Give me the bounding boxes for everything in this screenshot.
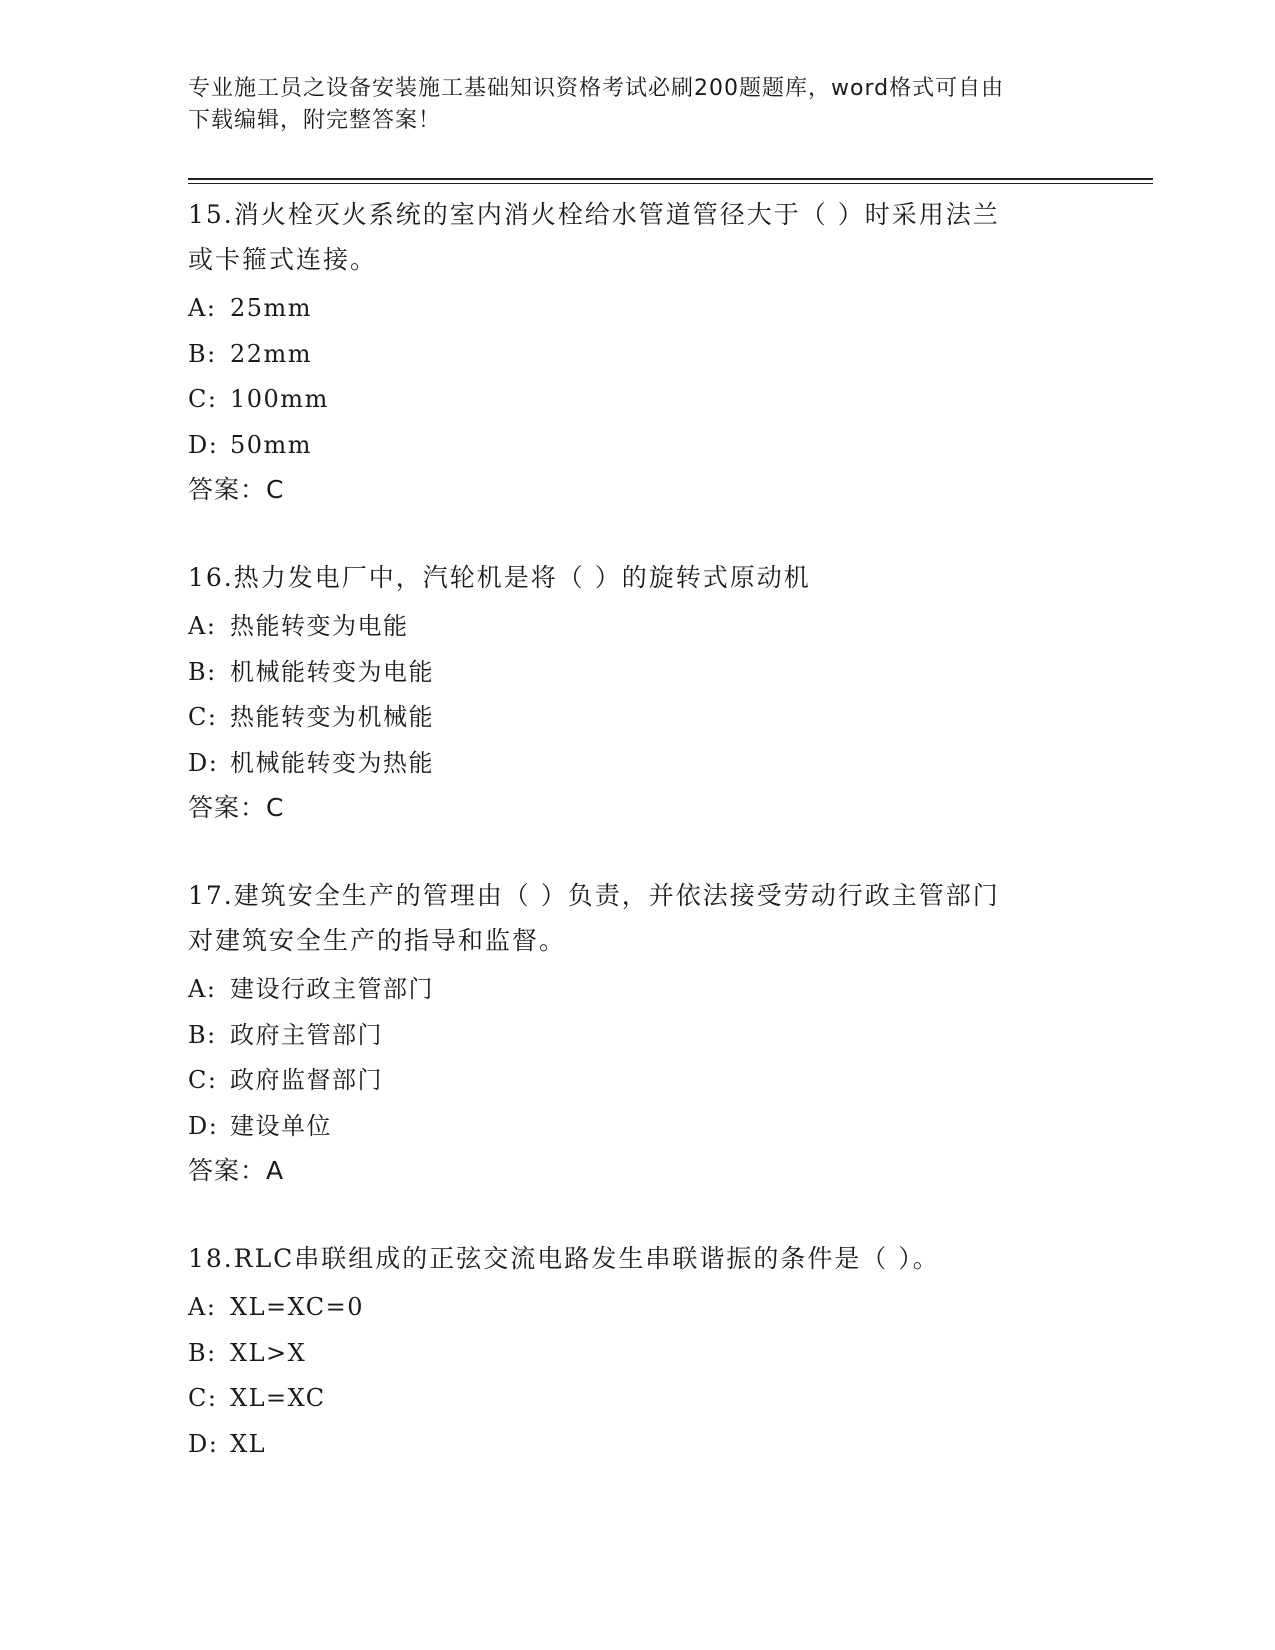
option-key: C:: [188, 1066, 218, 1094]
option-b: [188, 650, 1088, 696]
option-text: 建设单位: [230, 1111, 332, 1140]
option-d: [188, 1422, 1088, 1468]
answer-line: 答案：C: [188, 475, 285, 504]
option-d: [188, 1104, 1088, 1150]
option-c: [188, 1058, 1088, 1104]
option-b: [188, 332, 1088, 378]
option-a: [188, 967, 1088, 1013]
option-key: D:: [188, 748, 219, 777]
option-d: [188, 741, 1088, 787]
option-text: 22mm: [230, 339, 313, 368]
option-a: [188, 1285, 1088, 1331]
header-divider-thin: [188, 183, 1153, 184]
option-key: D:: [188, 1111, 219, 1140]
option-text: 机械能转变为电能: [230, 657, 434, 686]
option-a: [188, 604, 1088, 650]
question-stem-line: 对建筑安全生产的指导和监督。: [188, 926, 567, 955]
header-divider-thick: [188, 178, 1153, 180]
option-key: C:: [188, 385, 218, 413]
option-text: XL: [230, 1429, 267, 1458]
option-text: 50mm: [230, 430, 313, 459]
option-text: 热能转变为电能: [230, 612, 409, 640]
header-line-1: 专业施工员之设备安装施工基础知识资格考试必刷200题题库，word格式可自由: [188, 76, 1005, 101]
question-18: [188, 1234, 1088, 1467]
option-a: [188, 286, 1088, 332]
question-stem-line: 16.热力发电厂中，汽轮机是将（ ）的旋转式原动机: [188, 563, 811, 592]
question-stem: [188, 1234, 1088, 1285]
question-stem-line: 或卡箍式连接。: [188, 245, 378, 274]
option-b: [188, 1013, 1088, 1059]
question-stem-line: 15.消火栓灭火系统的室内消火栓给水管道管径大于（ ）时采用法兰: [188, 200, 1000, 229]
question-list: [188, 190, 1088, 1508]
option-key: A:: [188, 975, 217, 1003]
question-stem-line: 17.建筑安全生产的管理由（ ）负责，并依法接受劳动行政主管部门: [188, 881, 1000, 910]
option-key: A:: [188, 294, 217, 322]
option-text: XL=XC=0: [230, 1293, 365, 1321]
option-key: D:: [188, 430, 219, 459]
option-b: [188, 1331, 1088, 1377]
option-key: A:: [188, 1293, 217, 1321]
option-text: 热能转变为机械能: [230, 703, 434, 731]
option-key: B:: [188, 1338, 217, 1367]
question-stem: [188, 190, 1088, 286]
question-17: [188, 871, 1088, 1193]
answer-line: 答案：A: [188, 1156, 285, 1185]
question-stem: [188, 553, 1088, 604]
option-key: C:: [188, 703, 218, 731]
option-text: 建设行政主管部门: [230, 975, 434, 1003]
option-d: [188, 423, 1088, 469]
option-key: B:: [188, 339, 217, 368]
option-key: B:: [188, 657, 217, 686]
option-key: C:: [188, 1384, 218, 1412]
option-c: [188, 377, 1088, 423]
question-16: [188, 553, 1088, 830]
option-text: 政府主管部门: [230, 1020, 383, 1049]
option-text: 机械能转变为热能: [230, 748, 434, 777]
option-c: [188, 1376, 1088, 1422]
question-stem: [188, 871, 1088, 967]
option-text: 25mm: [230, 294, 313, 322]
document-header: [188, 73, 1068, 137]
option-text: 100mm: [230, 385, 329, 413]
option-key: A:: [188, 612, 217, 640]
answer-line: 答案：C: [188, 793, 285, 822]
option-text: XL>X: [230, 1338, 307, 1367]
question-stem-line: 18.RLC串联组成的正弦交流电路发生串联谐振的条件是（ ）。: [188, 1244, 940, 1273]
question-15: [188, 190, 1088, 512]
option-text: 政府监督部门: [230, 1066, 383, 1094]
option-key: D:: [188, 1429, 219, 1458]
option-text: XL=XC: [230, 1384, 326, 1412]
header-line-2: 下载编辑，附完整答案！: [188, 108, 442, 133]
option-key: B:: [188, 1020, 217, 1049]
option-c: [188, 695, 1088, 741]
